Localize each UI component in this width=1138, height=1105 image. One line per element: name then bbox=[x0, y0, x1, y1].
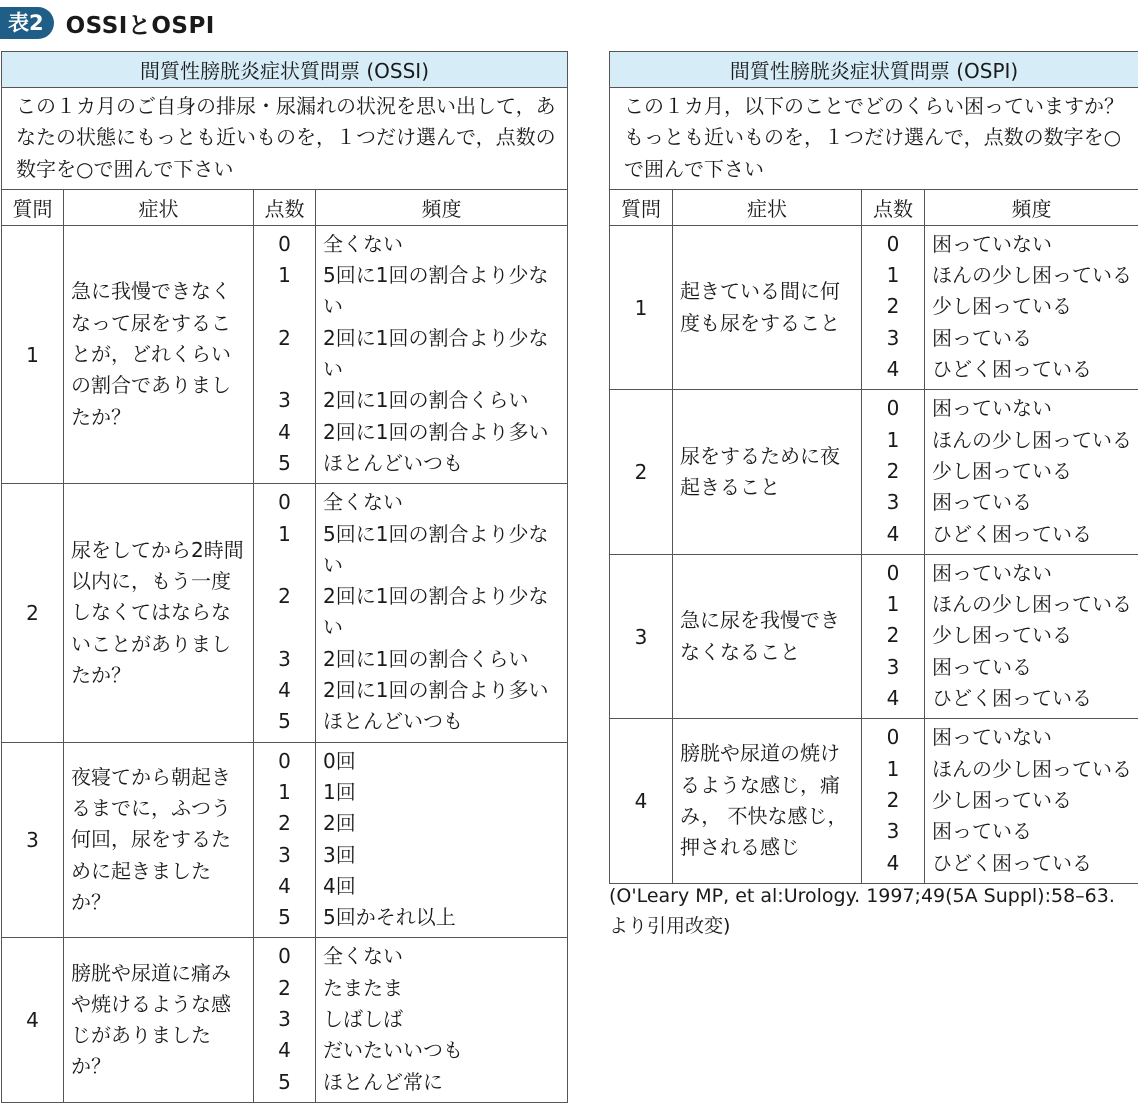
frequency-option: 全くない bbox=[323, 490, 403, 515]
symptom-text: 尿をしてから2時間以内に，もう一度しなくてはならないことがありましたか？ bbox=[64, 484, 254, 742]
question-number: 3 bbox=[2, 742, 64, 938]
frequency-option: 2回に1回の割合くらい bbox=[323, 388, 529, 413]
question-row bbox=[610, 390, 1138, 554]
score-value: 2 bbox=[886, 458, 900, 483]
symptom-text: 急に我慢できなくなって尿をすることが，どれくらいの割合でありましたか？ bbox=[64, 225, 254, 483]
score-value: 4 bbox=[278, 873, 291, 898]
frequency-option: 1回 bbox=[323, 779, 356, 804]
frequency-option: ほんの少し困っている bbox=[932, 756, 1132, 781]
score-value: 2 bbox=[278, 975, 291, 1000]
score-list bbox=[254, 225, 316, 483]
question-row bbox=[610, 719, 1138, 883]
question-number: 4 bbox=[610, 719, 673, 883]
score-list bbox=[862, 719, 925, 883]
score-list bbox=[862, 225, 925, 389]
frequency-option: 少し困っている bbox=[932, 623, 1072, 648]
ospi-instruction: この１カ月，以下のことでどのくらい困っていますか？もっとも近いものを，１つだけ選んで，点数の数字を○で囲んで下さい bbox=[610, 88, 1138, 190]
table-number-badge: 表2 bbox=[0, 7, 54, 39]
frequency-option: 2回に1回の割合より多い bbox=[323, 678, 549, 703]
score-value: 4 bbox=[886, 357, 900, 382]
frequency-option: ほとんどいつも bbox=[323, 450, 463, 475]
column-header-frequency: 頻度 bbox=[316, 189, 568, 225]
ospi-table bbox=[609, 51, 1138, 884]
question-row bbox=[2, 225, 568, 483]
frequency-list bbox=[925, 390, 1138, 554]
score-value: 4 bbox=[278, 1038, 291, 1063]
frequency-option: 2回に1回の割合くらい bbox=[323, 646, 529, 671]
score-value: 0 bbox=[886, 231, 900, 256]
question-number: 2 bbox=[610, 390, 673, 554]
score-value: 0 bbox=[278, 231, 291, 256]
ossi-table bbox=[1, 51, 568, 1103]
frequency-list bbox=[925, 554, 1138, 718]
question-number: 2 bbox=[2, 484, 64, 742]
question-row bbox=[2, 938, 568, 1102]
frequency-option: ひどく困っている bbox=[932, 686, 1092, 711]
table-header bbox=[0, 6, 215, 40]
score-value: 1 bbox=[886, 427, 900, 452]
symptom-text: 起きている間に何度も尿をすること bbox=[673, 225, 862, 389]
column-header-symptom: 症状 bbox=[673, 189, 862, 225]
frequency-option: 2回に1回の割合より少ない bbox=[323, 325, 549, 382]
frequency-option: 0回 bbox=[323, 748, 356, 773]
frequency-option: 5回に1回の割合より少ない bbox=[323, 521, 549, 577]
frequency-list bbox=[316, 484, 568, 742]
frequency-option: 2回に1回の割合より少ない bbox=[323, 584, 549, 640]
ossi-title: 間質性膀胱炎症状質問票 (OSSI) bbox=[2, 52, 568, 88]
ossi-instruction: この１カ月のご自身の排尿・尿漏れの状況を思い出して，あなたの状態にもっとも近いものを，１つだけ選んで，点数の数字を○で囲んで下さい bbox=[2, 88, 568, 190]
symptom-text: 尿をするために夜起きること bbox=[673, 390, 862, 554]
symptom-text: 急に尿を我慢できなくなること bbox=[673, 554, 862, 718]
score-value: 0 bbox=[278, 490, 291, 515]
frequency-option: ほとんどいつも bbox=[323, 709, 463, 734]
question-number: 1 bbox=[610, 225, 673, 389]
score-value: 3 bbox=[886, 490, 900, 515]
symptom-text: 膀胱や尿道の焼けるような感じ，痛み， 不快な感じ，押される感じ bbox=[673, 719, 862, 883]
frequency-option: たまたま bbox=[323, 975, 403, 1000]
score-value: 3 bbox=[886, 654, 900, 679]
frequency-option: ひどく困っている bbox=[932, 521, 1092, 546]
score-value: 5 bbox=[278, 450, 291, 475]
frequency-option: 困っていない bbox=[932, 231, 1052, 256]
score-list bbox=[254, 484, 316, 742]
frequency-option: 3回 bbox=[323, 842, 356, 867]
question-number: 1 bbox=[2, 225, 64, 483]
score-value: 4 bbox=[886, 521, 900, 546]
question-row bbox=[610, 554, 1138, 718]
score-value: 5 bbox=[278, 905, 291, 930]
score-value: 0 bbox=[886, 725, 900, 750]
question-row bbox=[2, 484, 568, 742]
frequency-option: ほんの少し困っている bbox=[932, 427, 1132, 452]
frequency-option: しばしば bbox=[323, 1007, 403, 1032]
frequency-option: ひどく困っている bbox=[932, 850, 1092, 875]
score-value: 3 bbox=[278, 842, 291, 867]
score-value: 2 bbox=[886, 294, 900, 319]
question-row bbox=[2, 742, 568, 938]
frequency-option: 少し困っている bbox=[932, 787, 1072, 812]
frequency-option: 困っていない bbox=[932, 396, 1052, 421]
score-value: 3 bbox=[278, 388, 291, 413]
frequency-option: 2回に1回の割合より多い bbox=[323, 419, 549, 444]
score-value: 0 bbox=[278, 944, 291, 969]
frequency-option: 困っている bbox=[932, 654, 1032, 679]
frequency-list bbox=[316, 938, 568, 1102]
score-value: 1 bbox=[278, 521, 291, 546]
score-value: 5 bbox=[278, 709, 291, 734]
frequency-option: 困っている bbox=[932, 325, 1032, 350]
frequency-option: 少し困っている bbox=[932, 458, 1072, 483]
question-number: 3 bbox=[610, 554, 673, 718]
question-row bbox=[610, 225, 1138, 389]
frequency-option: ひどく困っている bbox=[932, 357, 1092, 382]
frequency-option: 全くない bbox=[323, 944, 403, 969]
score-value: 2 bbox=[278, 811, 291, 836]
score-value: 5 bbox=[278, 1069, 291, 1094]
frequency-option: ほんの少し困っている bbox=[932, 592, 1132, 617]
score-value: 3 bbox=[886, 325, 900, 350]
frequency-list bbox=[925, 719, 1138, 883]
frequency-option: 5回かそれ以上 bbox=[323, 905, 456, 930]
column-header-question: 質問 bbox=[2, 189, 64, 225]
score-list bbox=[862, 390, 925, 554]
frequency-option: 困っていない bbox=[932, 725, 1052, 750]
column-header-score: 点数 bbox=[254, 189, 316, 225]
frequency-option: 5回に1回の割合より少ない bbox=[323, 263, 549, 319]
score-value: 3 bbox=[886, 819, 900, 844]
score-value: 4 bbox=[278, 678, 291, 703]
frequency-option: 困っている bbox=[932, 490, 1032, 515]
score-value: 0 bbox=[886, 396, 900, 421]
frequency-option: 困っている bbox=[932, 819, 1032, 844]
symptom-text: 夜寝てから朝起きるまでに，ふつう何回，尿をするために起きましたか？ bbox=[64, 742, 254, 938]
score-value: 1 bbox=[886, 756, 900, 781]
score-value: 1 bbox=[886, 263, 900, 288]
frequency-option: だいたいいつも bbox=[323, 1038, 463, 1063]
score-value: 3 bbox=[278, 1007, 291, 1032]
question-number: 4 bbox=[2, 938, 64, 1102]
ospi-title: 間質性膀胱炎症状質問票 (OSPI) bbox=[610, 52, 1138, 88]
frequency-option: ほとんど常に bbox=[323, 1069, 443, 1094]
score-value: 1 bbox=[278, 263, 291, 288]
citation: (O'Leary MP, et al:Urology. 1997;49(5A Suppl):58–63. より引用改変) bbox=[609, 885, 1115, 937]
score-list bbox=[254, 938, 316, 1102]
frequency-option: 4回 bbox=[323, 873, 356, 898]
column-header-frequency: 頻度 bbox=[925, 189, 1138, 225]
table-title: OSSIとOSPI bbox=[65, 12, 215, 39]
score-list bbox=[254, 742, 316, 938]
score-value: 3 bbox=[278, 646, 291, 671]
frequency-list bbox=[316, 225, 568, 483]
score-value: 4 bbox=[886, 850, 900, 875]
column-header-question: 質問 bbox=[610, 189, 673, 225]
score-value: 1 bbox=[886, 592, 900, 617]
frequency-list bbox=[925, 225, 1138, 389]
score-value: 2 bbox=[886, 623, 900, 648]
score-value: 2 bbox=[278, 325, 291, 350]
frequency-option: 2回 bbox=[323, 811, 356, 836]
symptom-text: 膀胱や尿道に痛みや焼けるような感じがありましたか？ bbox=[64, 938, 254, 1102]
score-value: 2 bbox=[278, 584, 291, 609]
score-value: 4 bbox=[886, 686, 900, 711]
frequency-option: 少し困っている bbox=[932, 294, 1072, 319]
column-header-score: 点数 bbox=[862, 189, 925, 225]
score-value: 0 bbox=[278, 748, 291, 773]
score-value: 2 bbox=[886, 787, 900, 812]
score-value: 4 bbox=[278, 419, 291, 444]
frequency-option: ほんの少し困っている bbox=[932, 263, 1132, 288]
score-value: 1 bbox=[278, 779, 291, 804]
frequency-option: 全くない bbox=[323, 231, 403, 256]
column-header-symptom: 症状 bbox=[64, 189, 254, 225]
frequency-option: 困っていない bbox=[932, 560, 1052, 585]
frequency-list bbox=[316, 742, 568, 938]
score-list bbox=[862, 554, 925, 718]
score-value: 0 bbox=[886, 560, 900, 585]
